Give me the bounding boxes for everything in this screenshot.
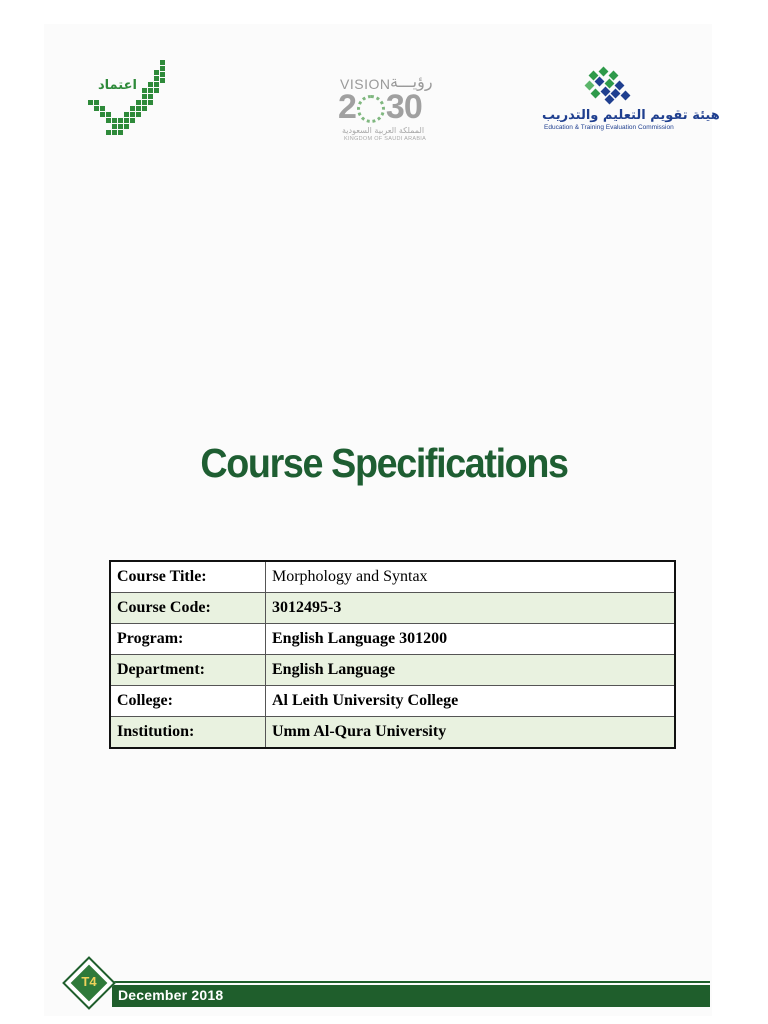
table-row <box>110 717 675 749</box>
vision-word: VISION <box>340 76 391 92</box>
footer-date: December 2018 <box>118 987 224 1003</box>
vision-subtitle-en: KINGDOM OF SAUDI ARABIA <box>344 136 427 142</box>
footer-rule <box>112 981 710 983</box>
page-background <box>44 24 712 1016</box>
course-spec-table <box>109 560 676 749</box>
row-value: Umm Al-Qura University <box>266 717 676 749</box>
table-row <box>110 655 675 686</box>
table-row <box>110 593 675 624</box>
row-label: Institution: <box>110 717 266 749</box>
vision-arabic: رؤيـــة <box>390 72 433 91</box>
vision-subtitle-ar: المملكة العربية السعودية <box>342 126 425 135</box>
etec-emblem-icon <box>536 66 682 108</box>
checkmark-icon <box>84 56 174 146</box>
row-label: College: <box>110 686 266 717</box>
row-label: Department: <box>110 655 266 686</box>
table-row <box>110 686 675 717</box>
row-value: English Language 301200 <box>266 624 676 655</box>
palm-emblem-icon <box>357 95 385 123</box>
row-value: Morphology and Syntax <box>266 561 676 593</box>
t4-badge-label: T4 <box>81 974 97 989</box>
row-value: 3012495-3 <box>266 593 676 624</box>
etimad-logo-text: اعتماد <box>98 78 137 93</box>
vision-year <box>338 88 422 127</box>
vision-year-right: 30 <box>385 88 422 126</box>
row-value: Al Leith University College <box>266 686 676 717</box>
etec-name-ar: هيئة تقويم التعليم والتدريب <box>542 108 720 123</box>
row-label: Course Code: <box>110 593 266 624</box>
etec-name-en: Education & Training Evaluation Commission <box>544 124 674 131</box>
etec-logo <box>536 66 720 138</box>
table-row <box>110 561 675 593</box>
row-value: English Language <box>266 655 676 686</box>
vision-year-left: 2 <box>338 88 356 126</box>
row-label: Program: <box>110 624 266 655</box>
table-row <box>110 624 675 655</box>
row-label: Course Title: <box>110 561 266 593</box>
vision-2030-logo <box>334 72 434 144</box>
page-title: Course Specifications <box>200 440 568 486</box>
etimad-logo <box>84 56 174 146</box>
